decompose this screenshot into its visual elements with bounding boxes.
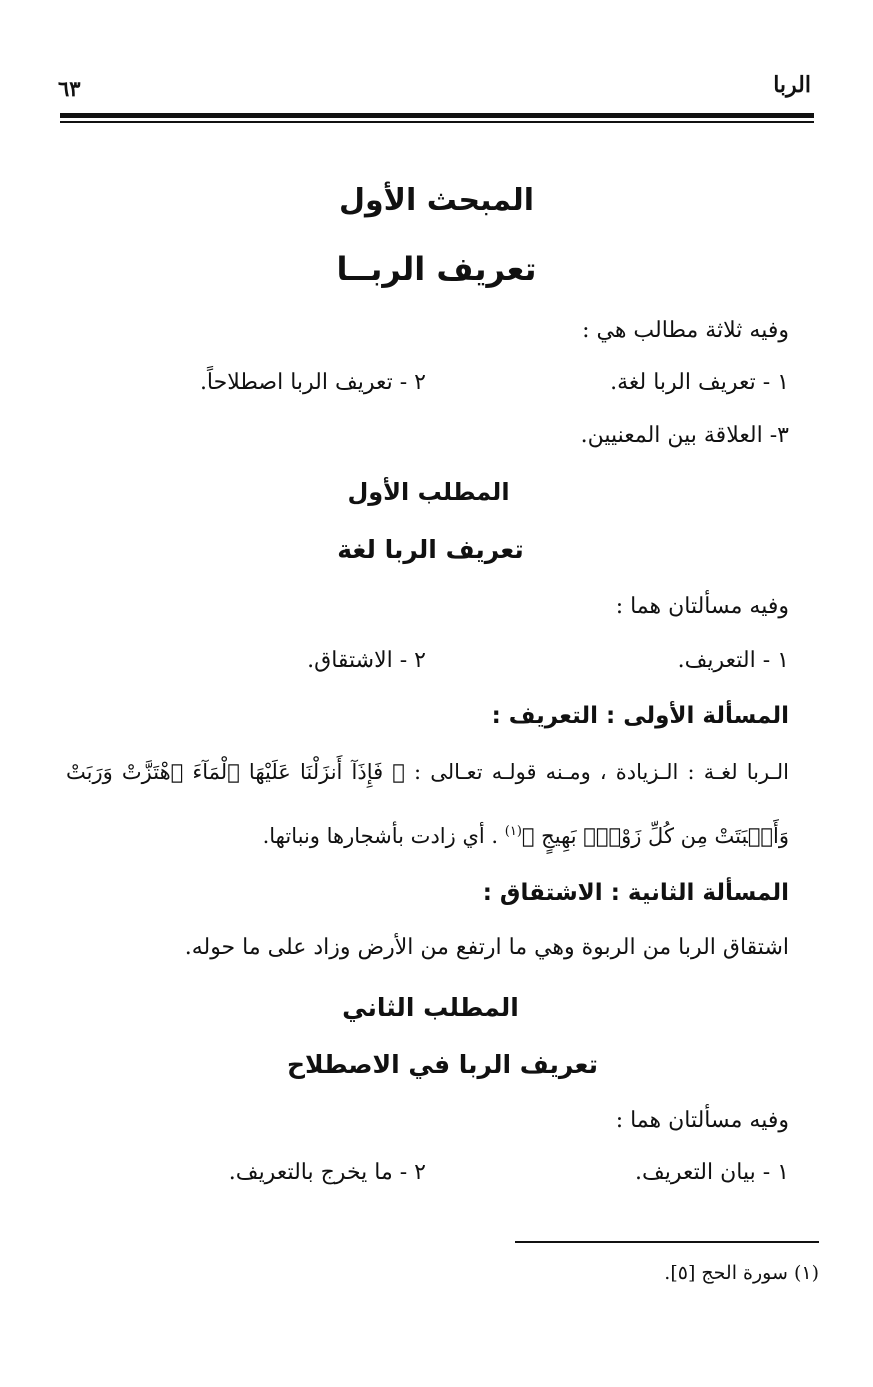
section1-intro: وفيه مسألتان هما :: [615, 594, 789, 619]
header-rule-thick: [60, 113, 814, 118]
section2-item-2: ٢ - ما يخرج بالتعريف.: [228, 1160, 426, 1185]
section2-item-1: ١ - بيان التعريف.: [635, 1160, 789, 1185]
footnote: (١) سورة الحج [٥].: [664, 1262, 819, 1284]
section2-label: المطلب الثاني: [342, 993, 519, 1022]
chapter-item-3: ٣- العلاقة بين المعنيين.: [580, 423, 789, 448]
issue1-text-a: الـربا لغـة : الـزيادة ، ومـنه قولـه تعـالى :: [404, 760, 790, 784]
chapter-intro: وفيه ثلاثة مطالب هي :: [582, 318, 789, 343]
issue1-paragraph: [66, 742, 789, 866]
section1-item-2: ٢ - الاشتقاق.: [307, 648, 426, 673]
footnote-separator: [515, 1241, 819, 1243]
chapter-title: تعريف الربــا: [336, 250, 537, 288]
section1-title: تعريف الربا لغة: [337, 535, 524, 564]
chapter-item-1: ١ - تعريف الربا لغة.: [610, 370, 789, 395]
header-rule-thin: [60, 121, 814, 123]
section2-title: تعريف الربا في الاصطلاح: [287, 1050, 598, 1079]
issue1-text-b: . أي زادت بأشجارها ونباتها.: [262, 824, 505, 848]
page-number: ٦٣: [58, 76, 81, 101]
quran-verse: ﴿ فَإِذَآ أَنزَلْنَا عَلَيْهَا ٱلْمَآءَ ٱهْتَزَّتْ وَرَبَتْ وَأَنۢبَتَتْ مِن كُلِّ زَوْجٍۭ بَهِيجٍ ﴾: [66, 760, 789, 848]
issue2-heading: المسألة الثانية : الاشتقاق :: [482, 880, 789, 906]
chapter-label: المبحث الأول: [338, 183, 535, 218]
issue2-text: اشتقاق الربا من الربوة وهي ما ارتفع من الأرض وزاد على ما حوله.: [184, 935, 789, 960]
footnote-ref: (١): [504, 824, 522, 839]
issue1-heading: المسألة الأولى : التعريف :: [491, 703, 789, 729]
running-header-title: الربا: [773, 72, 811, 98]
chapter-item-2: ٢ - تعريف الربا اصطلاحاً.: [199, 370, 426, 395]
section2-intro: وفيه مسألتان هما :: [615, 1108, 789, 1133]
section1-item-1: ١ - التعريف.: [677, 648, 789, 673]
section1-label: المطلب الأول: [347, 478, 510, 506]
